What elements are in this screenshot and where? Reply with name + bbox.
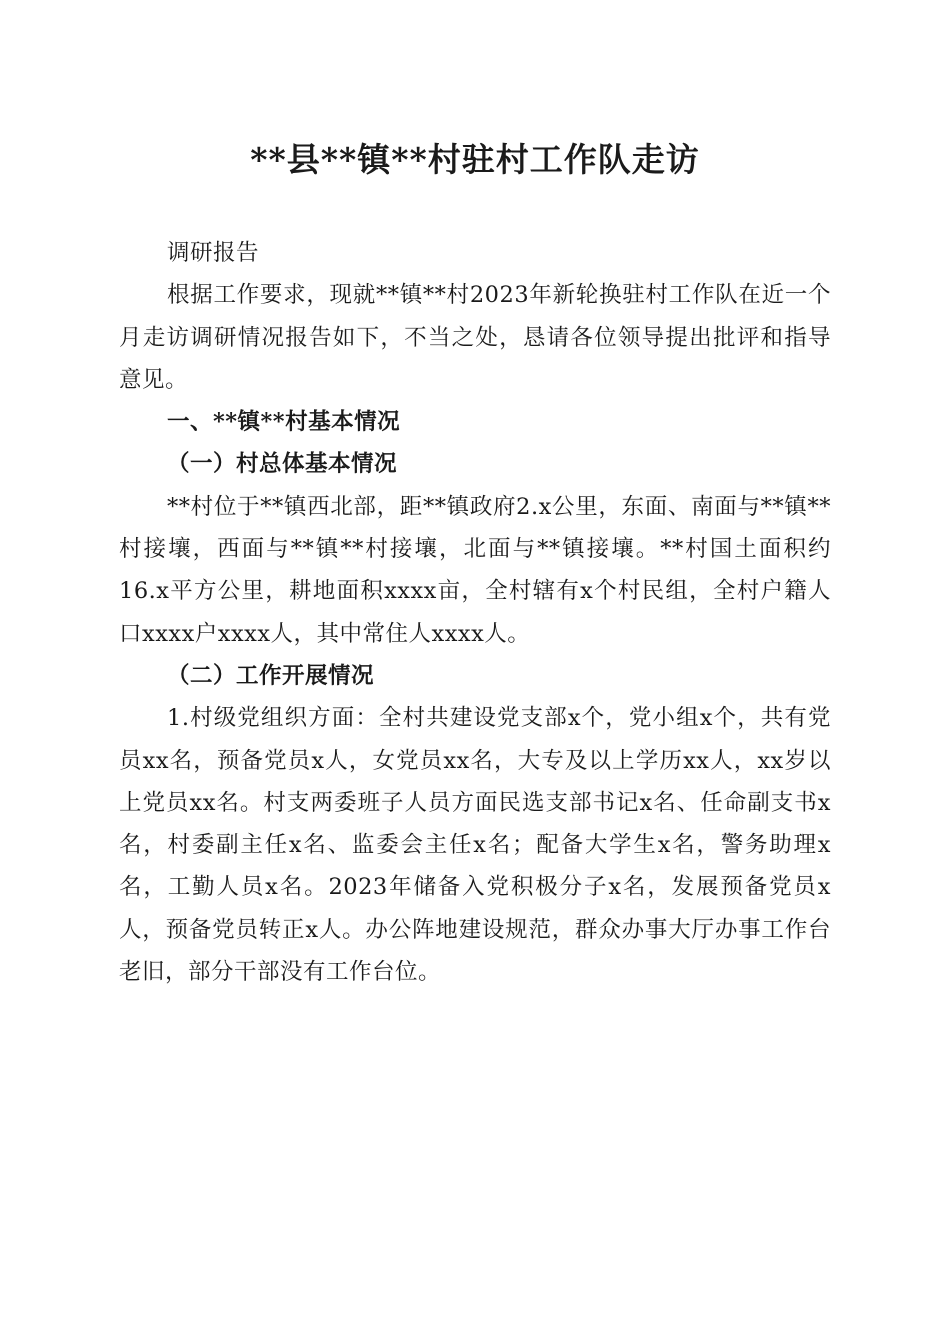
intro-paragraph: 根据工作要求，现就**镇**村2023年新轮换驻村工作队在近一个月走访调研情况报告如下，不当之处，恳请各位领导提出批评和指导意见。 xyxy=(119,282,831,393)
document-title: **县**镇**村驻村工作队走访 xyxy=(250,140,700,179)
subsection-heading-1: （一）村总体基本情况 xyxy=(167,451,398,478)
section-heading-1: 一、**镇**村基本情况 xyxy=(167,409,401,436)
document-body xyxy=(119,232,831,993)
village-overview-paragraph: **村位于**镇西北部，距**镇政府2.x公里，东面、南面与**镇**村接壤，西面与**镇**村接壤，北面与**镇接壤。**村国土面积约16.x平方公里，耕地面积xxxx亩，全村辖有x个村民组，全村户籍人口xxxx户xxxx人，其中常住人xxxx人。 xyxy=(119,493,831,647)
work-progress-paragraph: 1.村级党组织方面：全村共建设党支部x个，党小组x个，共有党员xx名，预备党员x人，女党员xx名，大专及以上学历xx人，xx岁以上党员xx名。村支两委班子人员方面民选支部书记x名、任命副支书x名，村委副主任x名、监委会主任x名；配备大学生x名，警务助理x名，工勤人员x名。2023年储备入党积极分子x名，发展预备党员x人，预备党员转正x人。办公阵地建设规范，群众办事大厅办事工作台老旧，部分干部没有工作台位。 xyxy=(119,705,831,986)
subtitle: 调研报告 xyxy=(167,240,260,266)
subsection-heading-2: （二）工作开展情况 xyxy=(167,662,375,689)
